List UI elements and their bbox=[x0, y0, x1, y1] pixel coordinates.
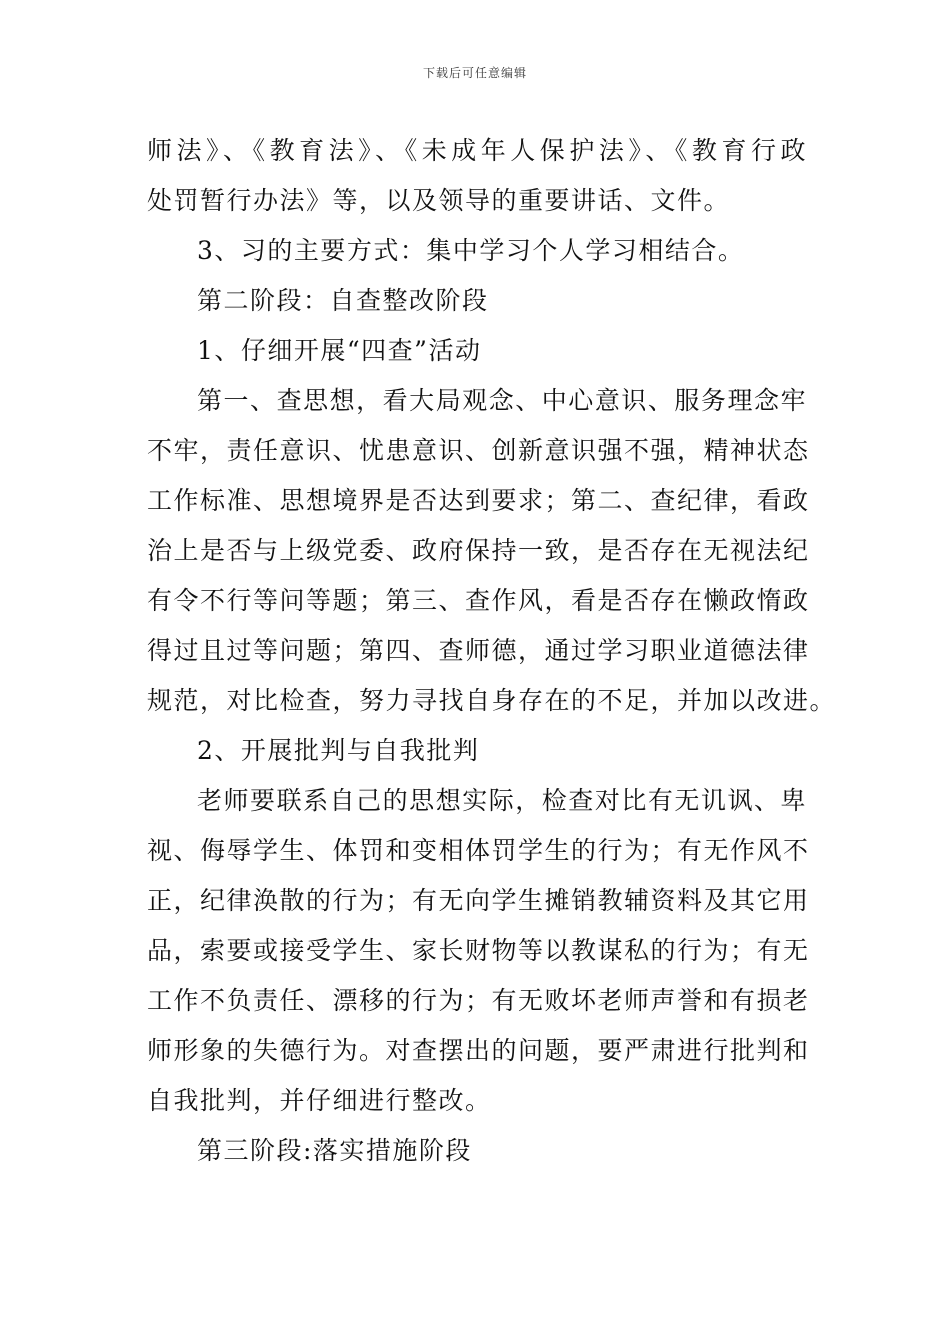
paragraph-line: 有令不行等问等题；第三、查作风，看是否存在懒政惰政 bbox=[147, 586, 810, 615]
paragraph-line: 规范，对比检查，努力寻找自身存在的不足，并加以改进。 bbox=[147, 686, 837, 715]
paragraph-line: 师法》、《教育法》、《未成年人保护法》、《教育行政 bbox=[147, 136, 807, 165]
document-body bbox=[147, 126, 837, 1176]
page-header: 下载后可任意编辑 bbox=[422, 66, 527, 80]
paragraph-line: 治上是否与上级党委、政府保持一致，是否存在无视法纪 bbox=[147, 536, 810, 565]
section-heading: 第三阶段:落实措施阶段 bbox=[197, 1136, 472, 1165]
paragraph-line: 第一、查思想，看大局观念、中心意识、服务理念牢 bbox=[197, 386, 807, 415]
paragraph-line: 正，纪律涣散的行为；有无向学生摊销教辅资料及其它用 bbox=[147, 886, 810, 915]
paragraph-line: 师形象的失德行为。对查摆出的问题，要严肃进行批判和 bbox=[147, 1036, 810, 1065]
paragraph-line: 处罚暂行办法》等，以及领导的重要讲话、文件。 bbox=[147, 186, 731, 215]
paragraph-line: 自我批判，并仔细进行整改。 bbox=[147, 1086, 492, 1115]
paragraph-line: 工作不负责任、漂移的行为；有无败坏老师声誉和有损老 bbox=[147, 986, 810, 1015]
section-heading: 第二阶段：自查整改阶段 bbox=[197, 286, 489, 315]
paragraph-line: 不牢，责任意识、忧患意识、创新意识强不强，精神状态 bbox=[147, 436, 810, 465]
subsection-heading: 1、仔细开展“四查”活动 bbox=[197, 336, 482, 365]
subsection-heading: 2、开展批判与自我批判 bbox=[197, 736, 480, 765]
paragraph-line: 品，索要或接受学生、家长财物等以教谋私的行为；有无 bbox=[147, 936, 810, 965]
list-item-line: 3、习的主要方式：集中学习个人学习相结合。 bbox=[197, 236, 745, 265]
paragraph-line: 老师要联系自己的思想实际，检查对比有无讥讽、卑 bbox=[197, 786, 807, 815]
paragraph-line: 工作标准、思想境界是否达到要求；第二、查纪律，看政 bbox=[147, 486, 810, 515]
paragraph-line: 得过且过等问题；第四、查师德，通过学习职业道德法律 bbox=[147, 636, 810, 665]
paragraph-line: 视、侮辱学生、体罚和变相体罚学生的行为；有无作风不 bbox=[147, 836, 810, 865]
